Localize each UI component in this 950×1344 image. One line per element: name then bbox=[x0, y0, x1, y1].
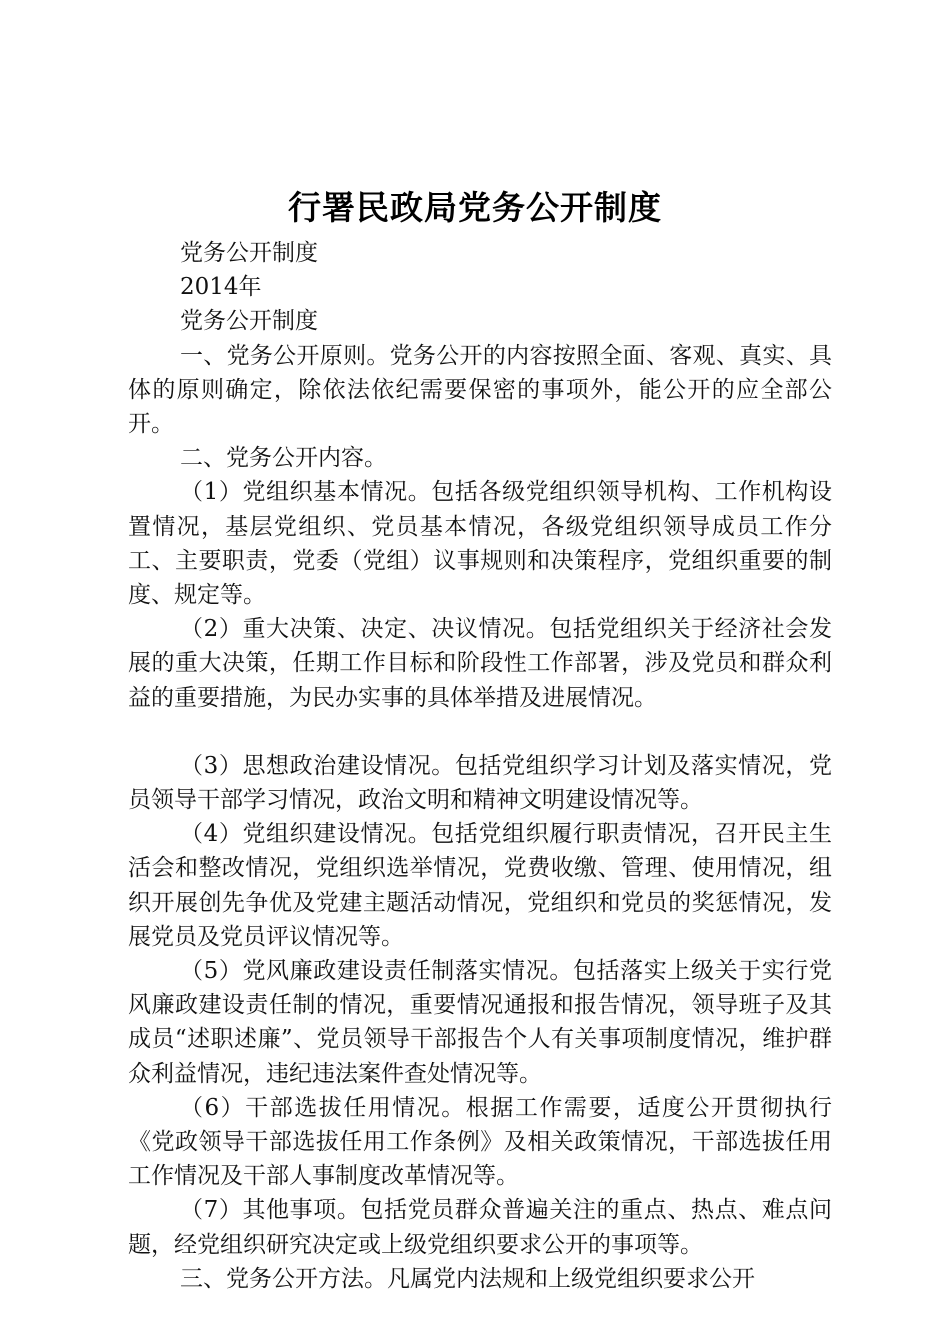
paragraph-item-5: （5）党风廉政建设责任制落实情况。包括落实上级关于实行党风廉政建设责任制的情况，重要情况通报和报告情况，领导班子及其成员“述职述廉”、党员领导干部报告个人有关事项制度情况，维护群众利益情况，违纪违法案件查处情况等。 bbox=[128, 958, 832, 1087]
paragraph-item-4: （4）党组织建设情况。包括党组织履行职责情况，召开民主生活会和整改情况，党组织选举情况，党费收缴、管理、使用情况，组织开展创先争优及党建主题活动情况，党组织和党员的奖惩情况，发展党员及党员评议情况等。 bbox=[128, 821, 832, 950]
document-title: 行署民政局党务公开制度 bbox=[288, 188, 662, 227]
paragraph-principles: 一、党务公开原则。党务公开的内容按照全面、客观、真实、具体的原则确定，除依法依纪需要保密的事项外，能公开的应全部公开。 bbox=[128, 342, 832, 438]
paragraph-item-7: （7）其他事项。包括党员群众普遍关注的重点、热点、难点问题，经党组织研究决定或上级党组织要求公开的事项等。 bbox=[128, 1197, 832, 1258]
paragraph-item-6: （6）干部选拔任用情况。根据工作需要，适度公开贯彻执行《党政领导干部选拔任用工作条例》及相关政策情况，干部选拔任用工作情况及干部人事制度改革情况等。 bbox=[128, 1094, 832, 1190]
paragraph-content-heading: 二、党务公开内容。 bbox=[180, 445, 387, 472]
paragraph-subtitle: 党务公开制度 bbox=[180, 240, 318, 266]
paragraph-year: 2014年 bbox=[180, 274, 262, 301]
paragraph-item-3: （3）思想政治建设情况。包括党组织学习计划及落实情况，党员领导干部学习情况，政治文明和精神文明建设情况等。 bbox=[128, 752, 832, 814]
paragraph-item-2: （2）重大决策、决定、决议情况。包括党组织关于经济社会发展的重大决策，任期工作目标和阶段性工作部署，涉及党员和群众利益的重要措施，为民办实事的具体举措及进展情况。 bbox=[128, 616, 832, 711]
paragraph-item-1: （1）党组织基本情况。包括各级党组织领导机构、工作机构设置情况，基层党组织、党员基本情况，各级党组织领导成员工作分工、主要职责，党委（党组）议事规则和决策程序，党组织重要的制度、规定等。 bbox=[128, 479, 832, 609]
document-body bbox=[128, 236, 832, 1296]
paragraph-heading: 党务公开制度 bbox=[180, 308, 318, 335]
paragraph-methods: 三、党务公开方法。凡属党内法规和上级党组织要求公开 bbox=[180, 1265, 755, 1292]
